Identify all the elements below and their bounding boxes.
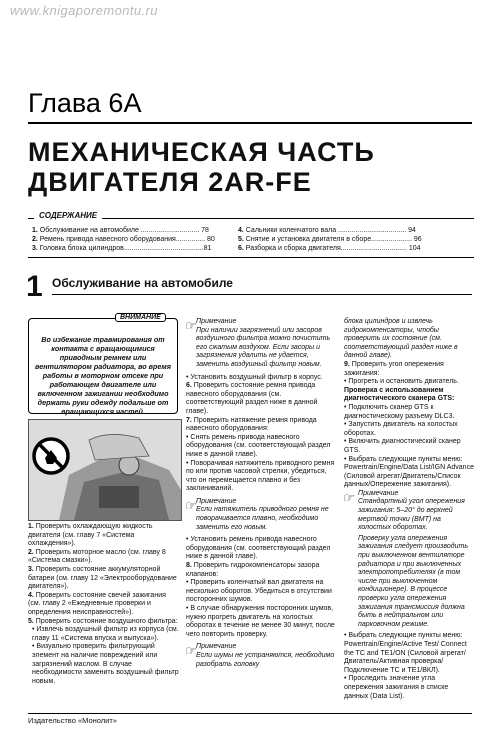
list-item: 1. Проверить охлаждающую жидкость двигателя (см. главу 7 «Система охлаждения»). bbox=[28, 523, 153, 548]
list-item: • Поворачивая натяжитель приводного ремня по или против часовой стрелки, убедиться, что он перемещается плавно и без заклиниваний. bbox=[186, 459, 335, 493]
list-item: 5. Проверить состояние воздушного фильтра: bbox=[28, 617, 178, 625]
section-title: Обслуживание на автомобиле bbox=[52, 276, 233, 290]
engine-bay-image bbox=[29, 420, 181, 520]
toc-item[interactable]: 1. Обслуживание на автомобиле .............................. 78 bbox=[32, 227, 209, 234]
list-item: 8. Проверить гидрокомпенсаторы зазора клапанов: bbox=[186, 562, 320, 578]
page-title bbox=[28, 137, 375, 197]
chapter-title: Глава 6А bbox=[28, 88, 142, 118]
list-item: 7. Проверить натяжение ремня привода навесного оборудования: bbox=[186, 416, 317, 433]
note-text: Если натяжитель приводного ремня не поворачивается плавно, необходимо заменить его новым. bbox=[196, 506, 329, 531]
title-line-1: МЕХАНИЧЕСКАЯ ЧАСТЬ bbox=[28, 137, 375, 167]
note-text: При наличии загрязнений или засоров воздушного фильтра можно почистить его сжатым воздухом. Если засоры и загрязнения удалить не удается, заменить воздушный фильтр новым. bbox=[196, 326, 331, 368]
toc-item[interactable]: 6. Разборка и сборка двигателя.................................. 104 bbox=[238, 245, 421, 252]
toc-item[interactable]: 4. Сальники коленчатого вала ................................... 94 bbox=[238, 227, 416, 234]
note-heading: Примечание bbox=[196, 497, 237, 505]
section-divider bbox=[52, 294, 472, 295]
list-item: • Прогреть и остановить двигатель. bbox=[344, 378, 459, 386]
note-continuation: блока цилиндров и извлечь гидрокомпенсаторы, чтобы проверить их состояние (см. соответствующий раздел ниже в данной главе). bbox=[344, 318, 458, 360]
publisher-footer: Издательство «Монолит» bbox=[28, 716, 117, 725]
hand-icon: ☞ bbox=[184, 643, 196, 659]
list-item: • Выбрать следующие пункты меню: Powertrain/Engine/Active Test/ Connect the TC and TE1/ON (Силовой агрегат/Двигатель/Активная проверка/ Подключение TC и TE1/ВКЛ). bbox=[344, 632, 467, 674]
table-of-contents bbox=[28, 211, 474, 258]
note-heading: Примечание bbox=[196, 643, 237, 651]
hand-icon: ☞ bbox=[184, 497, 196, 513]
note-heading: Примечание bbox=[358, 489, 399, 497]
divider bbox=[28, 122, 472, 124]
hand-icon: ☞ bbox=[184, 318, 196, 333]
toc-item[interactable]: 3. Головка блока цилиндров.........................................81 bbox=[32, 245, 212, 252]
engine-bay-illustration bbox=[28, 419, 182, 521]
column-1 bbox=[28, 523, 180, 686]
toc-item[interactable]: 2. Ремень привода навесного оборудования............... 80 bbox=[32, 236, 215, 243]
list-item: • В случае обнаружения посторонних шумов, нужно прогреть двигатель на холостых оборотах в течение не менее 30 минут, после чего повторить проверку. bbox=[186, 605, 335, 638]
title-line-2: ДВИГАТЕЛЯ 2AR-FE bbox=[28, 167, 312, 197]
hand-icon: ☞ bbox=[342, 489, 354, 505]
note-heading: Примечание bbox=[196, 318, 237, 325]
subheading: Проверка с использованием диагностического сканера GTS: bbox=[344, 386, 455, 403]
list-item: • Проследить значение угла опережения зажигания в списке данных (Data List). bbox=[344, 675, 449, 700]
list-item: • Визуально проверить фильтрующий элемент на наличие повреждений или загрязнений маслом. В случае необходимости заменить воздушный фильтр новым. bbox=[32, 643, 179, 685]
column-3 bbox=[344, 318, 474, 701]
note-box bbox=[344, 490, 474, 630]
column-2 bbox=[186, 318, 336, 669]
list-item: • Установить воздушный фильтр в корпус. bbox=[186, 373, 323, 381]
note-text: Если шумы не устраняются, необходимо разобрать головку bbox=[196, 651, 335, 668]
list-item: • Включить диагностический сканер GTS. bbox=[344, 438, 461, 454]
toc-heading: СОДЕРЖАНИЕ bbox=[34, 211, 102, 220]
watermark: www.knigaporemontu.ru bbox=[10, 3, 158, 18]
warning-heading: ВНИМАНИЕ bbox=[115, 313, 166, 322]
warning-text: Во избежание травмирования от контакта с вращающимися приводным ремнем или вентилятором радиатора, во время работы в моторном отсеке при работающем двигателе или включенном зажигании необходимо держать руки одежду подальше от вращающихся частей. bbox=[35, 335, 171, 416]
list-item: 6. Проверить состояние ремня привода навесного оборудования (см. соответствующий раздел ниже в данной главе). bbox=[186, 382, 318, 415]
list-item: 2. Проверить моторное масло (см. главу 8 «Система смазки»). bbox=[28, 548, 166, 565]
list-item: • Проверить коленчатый вал двигателя на несколько оборотов. Убедиться в отсутствии посторонних шумов. bbox=[186, 579, 332, 604]
list-item: 4. Проверить состояние свечей зажигания (см. главу 2 «Ежедневные проверки и определения неисправностей»). bbox=[28, 591, 166, 616]
footer-divider bbox=[28, 713, 472, 714]
list-item: • Установить ремень привода навесного оборудования (см. соответствующий раздел ниже в данной главе). bbox=[186, 536, 331, 561]
list-item: • Выбрать следующие пункты меню: Powertrain/Engine/Data List/IGN Advance (Силовой агрегат/Двигатель/Список данных/Опережение зажигания). bbox=[344, 455, 474, 489]
list-item: 9. Проверить угол опережения зажигания: bbox=[344, 360, 444, 377]
toc-item[interactable]: 5. Снятие и установка двигателя в сборе..................... 96 bbox=[238, 236, 422, 243]
note-box bbox=[186, 318, 336, 370]
list-item: 3. Проверить состояние аккумуляторной батареи (см. главу 12 «Электрооборудование двигателя»). bbox=[28, 565, 177, 591]
warning-box bbox=[28, 314, 178, 416]
note-box bbox=[186, 643, 336, 669]
note-text: Стандартный угол опережения зажигания: 5–20° до верхней мертвой точки (ВМТ) на холостых оборотах. bbox=[358, 498, 465, 532]
note-text: Проверку угла опережения зажигания следует производить при выключенном вентиляторе радиатора и при выключенных электропотребителях (в том числе при выключенном кондиционере). В процессе проверки угла опережения зажигания трансмиссия должна быть в нейтральном или парковочном режиме. bbox=[358, 534, 469, 628]
list-item: • Снять ремень привода навесного оборудования (см. соответствующий раздел ниже в данной главе). bbox=[186, 433, 331, 458]
list-item: • Запустить двигатель на холостых оборотах. bbox=[344, 421, 458, 437]
list-item: • Извлечь воздушный фильтр из корпуса (см. главу 11 «Система впуска и выпуска»). bbox=[32, 626, 179, 642]
list-item: • Подключить сканер GTS к диагностическому разъему DLC3. bbox=[344, 403, 455, 420]
note-box bbox=[186, 498, 336, 532]
section-number: 1 bbox=[26, 270, 43, 303]
